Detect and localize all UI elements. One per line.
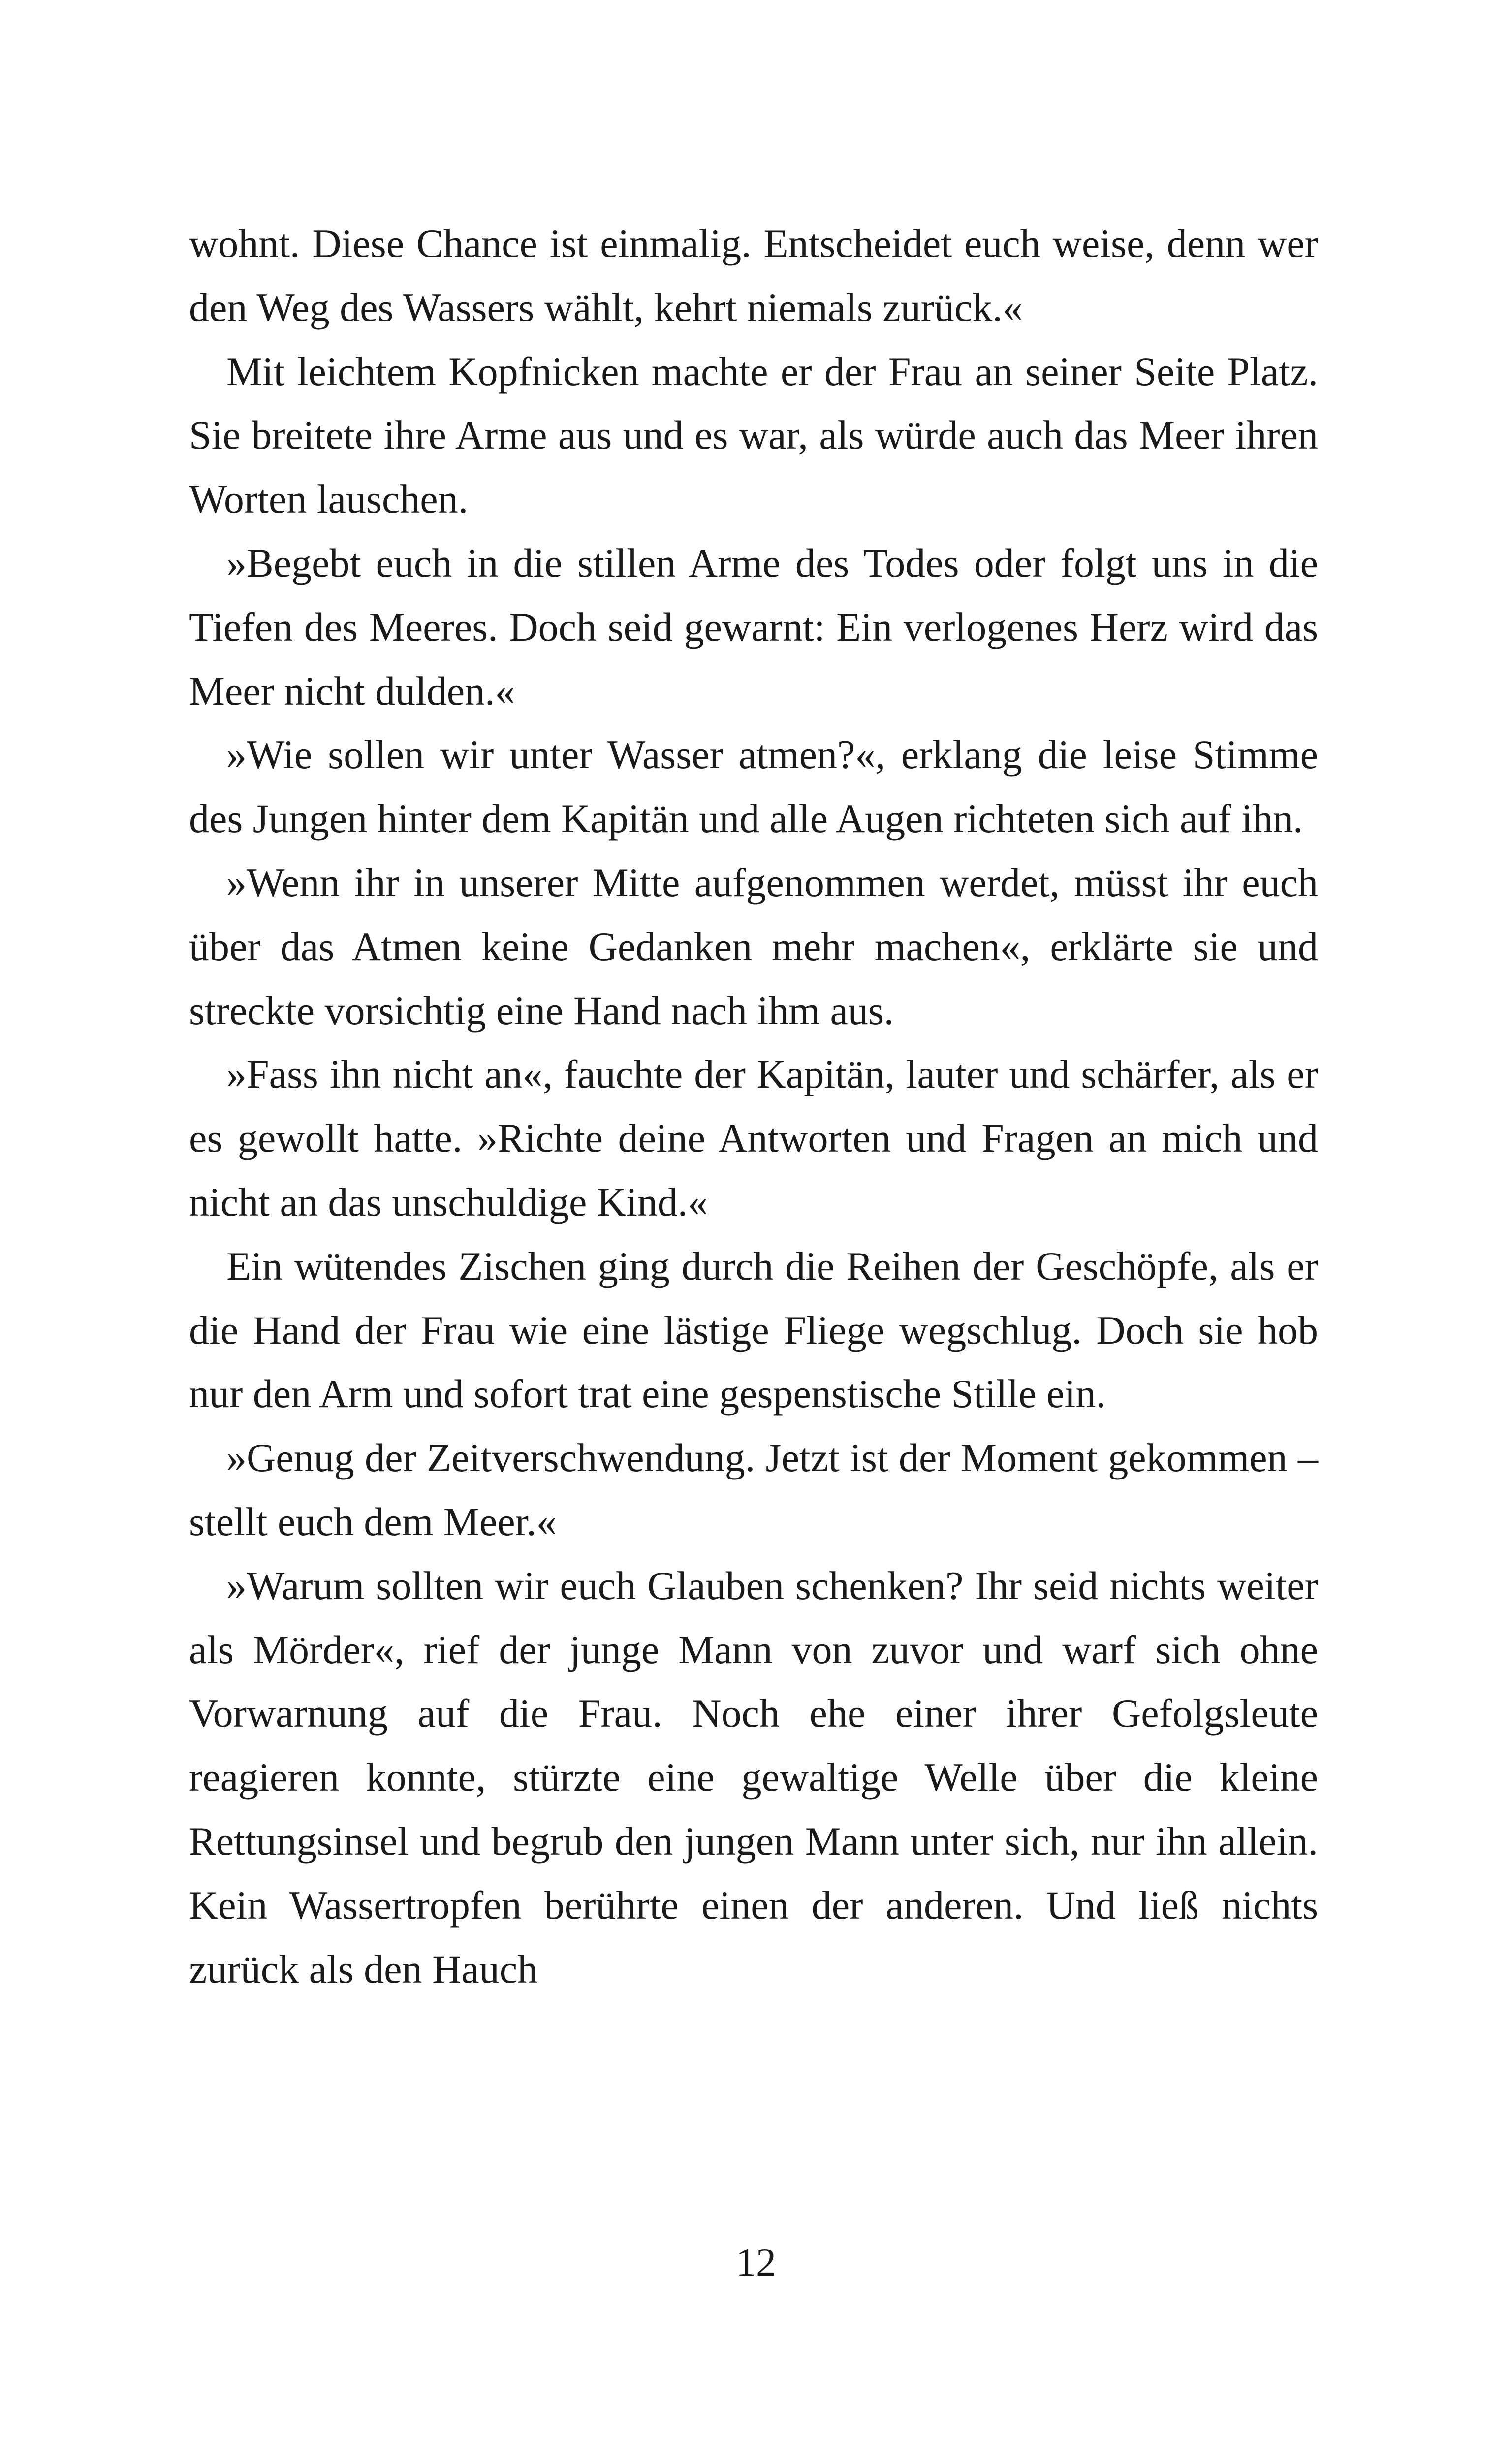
paragraph-4: »Wie sollen wir unter Wasser atmen?«, erklang die leise Stimme des Jungen hinter dem Kapitän und alle Augen richteten sich auf ihn. [189,732,1318,841]
paragraph-3: »Begebt euch in die stillen Arme des Todes oder folgt uns in die Tiefen des Meeres. Doch seid gewarnt: Ein verlogenes Herz wird das Meer nicht dulden.« [189,540,1318,713]
paragraph-1: wohnt. Diese Chance ist einmalig. Entscheidet euch weise, denn wer den Weg des Wassers wählt, kehrt niemals zurück.« [189,221,1318,330]
paragraph-9: »Warum sollten wir euch Glauben schenken? Ihr seid nichts weiter als Mörder«, rief der junge Mann von zuvor und warf sich ohne Vorwarnung auf die Frau. Noch ehe einer ihrer Gefolgsleute reagieren konnte, stürzte eine gewaltige Welle über die kleine Rettungsinsel und begrub den jungen Mann unter sich, nur ihn allein. Kein Wassertropfen berührte einen der anderen. Und ließ nichts zurück als den Hauch [189,1563,1318,1992]
paragraph-2: Mit leichtem Kopfnicken machte er der Frau an seiner Seite Platz. Sie breitete ihre Arme aus und es war, als würde auch das Meer ihren Worten lauschen. [189,349,1318,522]
paragraph-6: »Fass ihn nicht an«, fauchte der Kapitän, lauter und schärfer, als er es gewollt hatte. »Richte deine Antworten und Fragen an mich und nicht an das unschuldige Kind.« [189,1052,1318,1224]
paragraph-7: Ein wütendes Zischen ging durch die Reihen der Geschöpfe, als er die Hand der Frau wie eine lästige Fliege wegschlug. Doch sie hob nur den Arm und sofort trat eine gespenstische Stille ein. [189,1243,1318,1416]
paragraph-8: »Genug der Zeitverschwendung. Jetzt ist der Moment gekommen – stellt euch dem Meer.« [189,1435,1318,1544]
paragraph-5: »Wenn ihr in unserer Mitte aufgenommen werdet, müsst ihr euch über das Atmen keine Gedanken mehr machen«, erklärte sie und streckte vorsichtig eine Hand nach ihm aus. [189,860,1318,1033]
body-text [189,212,1318,2001]
page-number: 12 [736,2240,776,2284]
